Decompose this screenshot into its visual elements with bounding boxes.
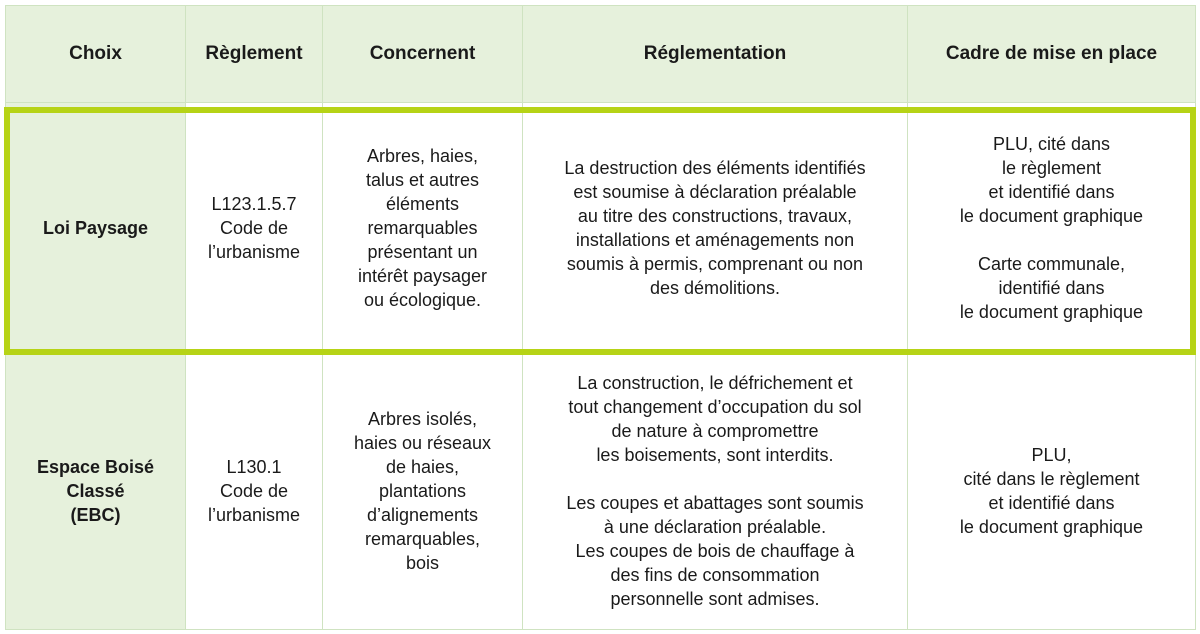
- cell-line: Les coupes de bois de chauffage à: [575, 541, 855, 561]
- cell-line: le document graphique: [959, 517, 1144, 537]
- cell-line: installations et aménagements non: [575, 229, 855, 250]
- cell-line: d’alignements: [366, 505, 479, 525]
- cell-line: ou écologique.: [363, 289, 482, 310]
- cell-line: Les coupes et abattages sont soumis: [566, 493, 864, 513]
- cell-line: et identifié dans: [988, 181, 1115, 202]
- cell-line: le document graphique: [959, 205, 1144, 226]
- header-reglement: Règlement: [186, 6, 323, 103]
- cell-line: de nature à compromettre: [611, 421, 819, 441]
- cell-line: à une déclaration préalable.: [603, 517, 827, 537]
- row-ebc: [6, 353, 1196, 630]
- regulation-table: [5, 5, 1196, 630]
- cell-line: de haies,: [385, 457, 460, 477]
- cell-line: bois: [405, 553, 440, 573]
- cell-line: est soumise à déclaration préalable: [573, 181, 857, 202]
- cell-line: au titre des constructions, travaux,: [577, 205, 853, 226]
- header-choix: Choix: [6, 6, 186, 103]
- cell-line: PLU,: [1031, 445, 1072, 465]
- cell-line: L123.1.5.7: [211, 193, 297, 214]
- cell-cadre: [908, 103, 1196, 353]
- header-concernent: Concernent: [323, 6, 523, 103]
- cell-line: haies ou réseaux: [353, 433, 492, 453]
- cell-line: le document graphique: [959, 301, 1144, 322]
- cell-choix: [6, 103, 186, 353]
- cell-concernent: [323, 103, 523, 353]
- cell-line: plantations: [378, 481, 467, 501]
- cell-line: des fins de consommation: [610, 565, 820, 585]
- cell-reglement: [186, 103, 323, 353]
- row-loi-paysage: [6, 103, 1196, 353]
- cell-line: Arbres isolés,: [367, 409, 478, 429]
- cell-reglement: [186, 353, 323, 630]
- cell-line: l’urbanisme: [207, 505, 301, 525]
- cell-reglementation: [523, 103, 908, 353]
- cell-line: Code de: [219, 217, 289, 238]
- cell-reglementation: [523, 353, 908, 630]
- cell-line: Carte communale,: [977, 253, 1126, 274]
- paragraph-gap: [529, 467, 901, 491]
- header-cadre: Cadre de mise en place: [908, 6, 1196, 103]
- cell-line: l’urbanisme: [207, 241, 301, 262]
- cell-line: (EBC): [70, 505, 121, 525]
- cell-line: Loi Paysage: [42, 217, 149, 238]
- cell-line: éléments: [385, 193, 460, 214]
- cell-line: remarquables: [367, 217, 478, 238]
- cell-line: Arbres, haies,: [366, 145, 479, 166]
- cell-line: des démolitions.: [649, 277, 781, 298]
- cell-concernent: [323, 353, 523, 630]
- cell-line: présentant un: [367, 241, 478, 262]
- header-row: [6, 6, 1196, 103]
- cell-line: personnelle sont admises.: [610, 589, 820, 609]
- cell-line: et identifié dans: [988, 493, 1115, 513]
- cell-line: L130.1: [226, 457, 282, 477]
- cell-line: cité dans le règlement: [963, 469, 1140, 489]
- cell-line: talus et autres: [365, 169, 480, 190]
- header-reglementation: Réglementation: [523, 6, 908, 103]
- cell-line: remarquables,: [364, 529, 481, 549]
- cell-choix: [6, 353, 186, 630]
- cell-cadre: [908, 353, 1196, 630]
- cell-line: Classé: [66, 481, 125, 501]
- cell-line: intérêt paysager: [357, 265, 488, 286]
- paragraph-gap: [914, 228, 1189, 252]
- cell-line: tout changement d’occupation du sol: [568, 397, 862, 417]
- cell-line: Code de: [219, 481, 289, 501]
- cell-line: La destruction des éléments identifiés: [564, 157, 866, 178]
- cell-line: La construction, le défrichement et: [577, 373, 853, 393]
- cell-line: Espace Boisé: [36, 457, 155, 477]
- cell-line: PLU, cité dans: [992, 133, 1111, 154]
- cell-line: le règlement: [1001, 157, 1102, 178]
- cell-line: identifié dans: [998, 277, 1105, 298]
- cell-line: les boisements, sont interdits.: [596, 445, 834, 465]
- cell-line: soumis à permis, comprenant ou non: [566, 253, 864, 274]
